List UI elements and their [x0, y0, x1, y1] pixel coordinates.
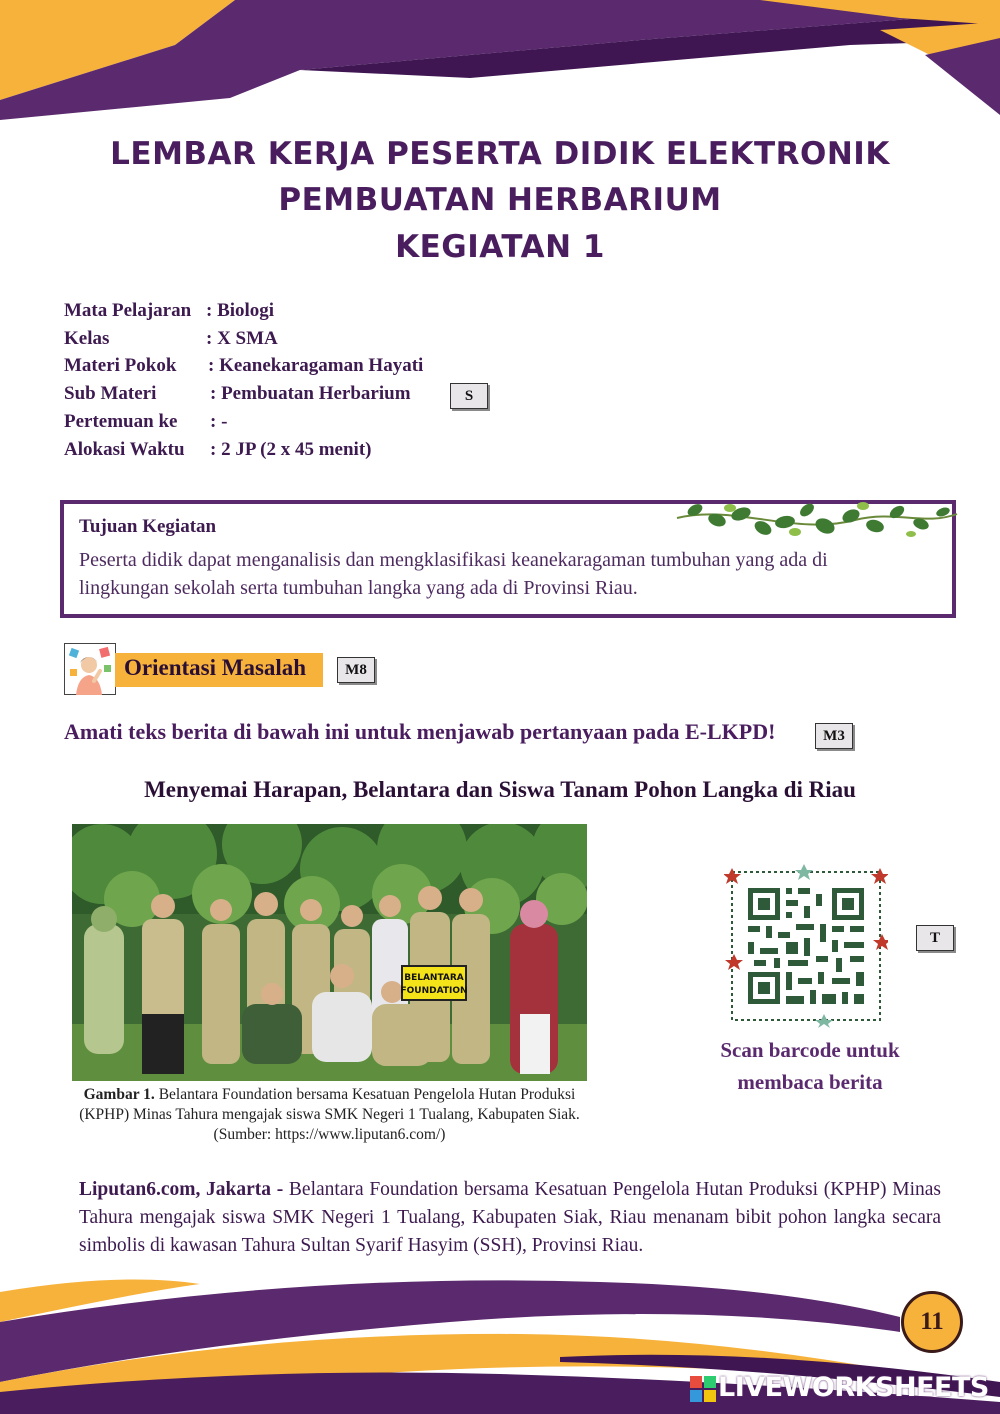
photo-sign-line-2: FOUNDATION [400, 986, 468, 996]
info-label: Materi Pokok [64, 355, 177, 376]
qr-code[interactable] [724, 864, 888, 1028]
answer-field-m3[interactable]: M3 [815, 723, 853, 749]
liveworksheets-logo-icon [690, 1376, 716, 1402]
photo-caption [72, 1085, 587, 1145]
info-value: : 2 JP (2 x 45 menit) [210, 439, 372, 460]
photo-sign-line-1: BELANTARA [404, 973, 464, 983]
vine-leaves-icon [675, 496, 960, 546]
info-value: : X SMA [206, 328, 278, 349]
goal-text: Peserta didik dapat menganalisis dan mengklasifikasi keanekaragaman tumbuhan yang ada di lingkungan sekolah serta tumbuhan langka yang ada di Provinsi Riau. [79, 549, 828, 599]
title-line-1: LEMBAR KERJA PESERTA DIDIK ELEKTRONIK [110, 136, 890, 172]
info-value: : - [210, 411, 228, 432]
instruction-text: Amati teks berita di bawah ini untuk menjawab pertanyaan pada E-LKPD! [64, 719, 776, 744]
caption-source: (Sumber: https://www.liputan6.com/) [213, 1126, 446, 1143]
title-line-3: KEGIATAN 1 [395, 229, 605, 265]
news-lead: Liputan6.com, Jakarta - [79, 1179, 284, 1200]
student-thinking-icon [64, 643, 116, 695]
info-value: : Biologi [206, 300, 275, 321]
answer-field-t[interactable]: T [916, 925, 954, 951]
photo-illustration [72, 824, 587, 1081]
news-photo [72, 824, 587, 1081]
answer-field-s[interactable]: S [450, 383, 488, 409]
info-label: Pertemuan ke [64, 411, 178, 432]
goal-title: Tujuan Kegiatan [79, 516, 217, 537]
scan-line-2: membaca berita [737, 1070, 883, 1094]
info-value: : Keanekaragaman Hayati [208, 355, 424, 376]
liveworksheets-watermark [690, 1372, 990, 1406]
info-label: Alokasi Waktu [64, 439, 185, 460]
news-headline: Menyemai Harapan, Belantara dan Siswa Tanam Pohon Langka di Riau [144, 777, 856, 802]
caption-text: Belantara Foundation bersama Kesatuan Pengelola Hutan Produksi (KPHP) Minas Tahura mengajak siswa SMK Negeri 1 Tualang, Kabupaten Siak. [79, 1086, 580, 1123]
section-title: Orientasi Masalah [124, 655, 307, 680]
answer-field-m8[interactable]: M8 [337, 657, 375, 683]
info-label: Kelas [64, 328, 110, 349]
liveworksheets-text: LIVEWORKSHEETS [718, 1372, 989, 1403]
info-value: : Pembuatan Herbarium [210, 383, 411, 404]
news-body [79, 1176, 941, 1260]
scan-instruction [690, 1034, 930, 1098]
top-banner-decoration [0, 0, 1000, 135]
page-number: 11 [901, 1291, 963, 1353]
scan-line-1: Scan barcode untuk [720, 1038, 900, 1062]
info-label: Sub Materi [64, 383, 157, 404]
info-label: Mata Pelajaran [64, 300, 192, 321]
caption-label: Gambar 1. [83, 1086, 155, 1103]
title-line-2: PEMBUATAN HERBARIUM [278, 182, 722, 218]
news-text: Belantara Foundation bersama Kesatuan Pengelola Hutan Produksi (KPHP) Minas Tahura mengajak siswa SMK Negeri 1 Tualang, Kabupaten Siak, Riau menanam bibit pohon langka secara simbolis di kawasan Tahura Sultan Syarif Hasyim (SSH), Provinsi Riau. [79, 1179, 941, 1256]
